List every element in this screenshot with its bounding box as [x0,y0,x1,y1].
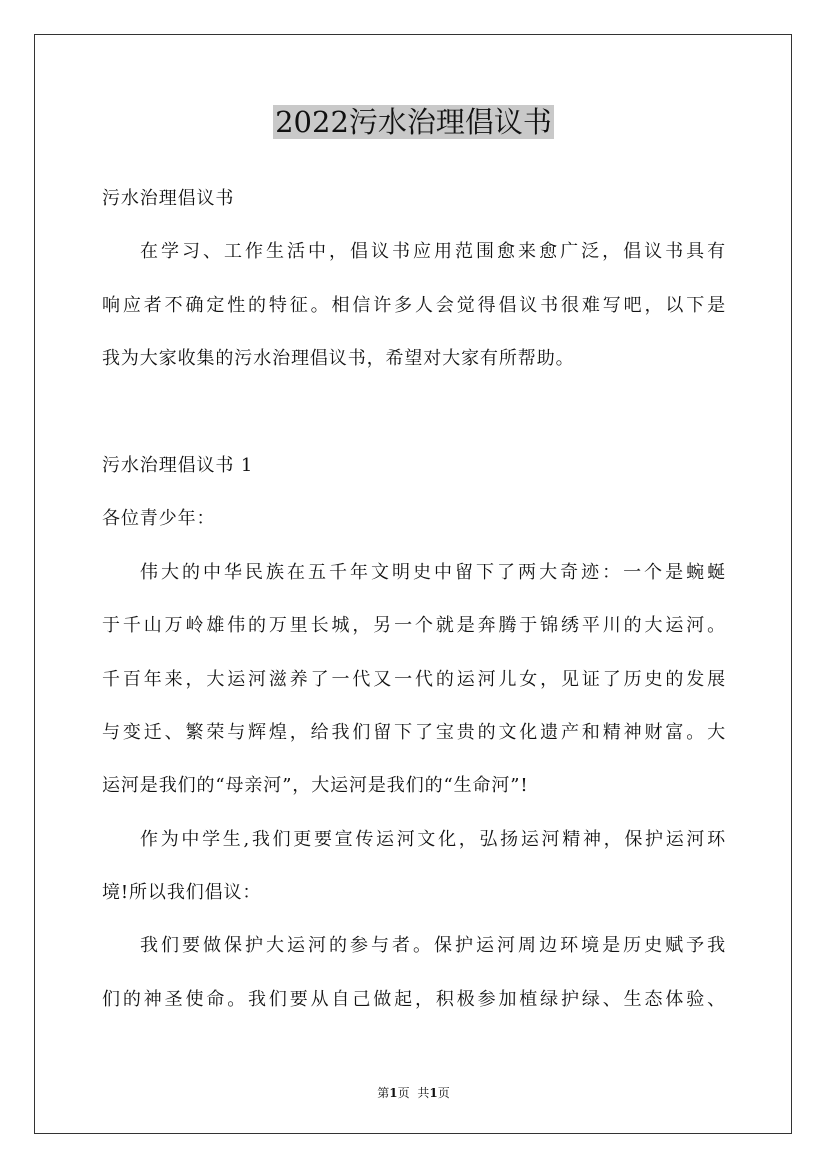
footer-total-suffix: 页 [437,1086,450,1100]
para1-line-4: 与变迁、繁荣与辉煌，给我们留下了宝贵的文化遗产和精神财富。大 [102,721,726,743]
section-title: 污水治理倡议书 1 [102,454,254,476]
salutation: 各位青少年： [102,508,216,530]
document-body [102,172,726,1026]
intro-line-3: 我为大家收集的污水治理倡议书，希望对大家有所帮助。 [102,348,575,370]
footer-prefix: 第 [377,1086,390,1100]
document-title [0,100,827,144]
footer-total-pages: 1 [429,1086,438,1100]
page-footer [0,1084,827,1102]
para1-line-3: 千百年来，大运河滋养了一代又一代的运河儿女，见证了历史的发展 [102,668,726,690]
footer-page-suffix: 页 [397,1086,410,1100]
para2-line-1: 作为中学生,我们更要宣传运河文化，弘扬运河精神，保护运河环 [140,828,726,850]
para1-line-2: 于千山万岭雄伟的万里长城，另一个就是奔腾于锦绣平川的大运河。 [102,615,726,637]
footer-page-number: 1 [389,1086,398,1100]
document-title-text: 2022污水治理倡议书 [275,105,552,139]
para2-line-2: 境!所以我们倡议： [102,882,262,904]
footer-total-prefix: 共 [417,1086,430,1100]
blank-line [102,386,726,439]
para3-line-2: 们的神圣使命。我们要从自己做起，积极参加植绿护绿、生态体验、 [102,988,726,1010]
para1-line-1: 伟大的中华民族在五千年文明史中留下了两大奇迹：一个是蜿蜒 [140,561,726,583]
subtitle: 污水治理倡议书 [102,188,235,209]
intro-line-1: 在学习、工作生活中，倡议书应用范围愈来愈广泛，倡议书具有 [140,241,726,263]
intro-line-2: 响应者不确定性的特征。相信许多人会觉得倡议书很难写吧，以下是 [102,294,726,316]
para3-line-1: 我们要做保护大运河的参与者。保护运河周边环境是历史赋予我 [140,935,726,957]
para1-line-5: 运河是我们的“母亲河”，大运河是我们的“生命河”! [102,775,529,797]
